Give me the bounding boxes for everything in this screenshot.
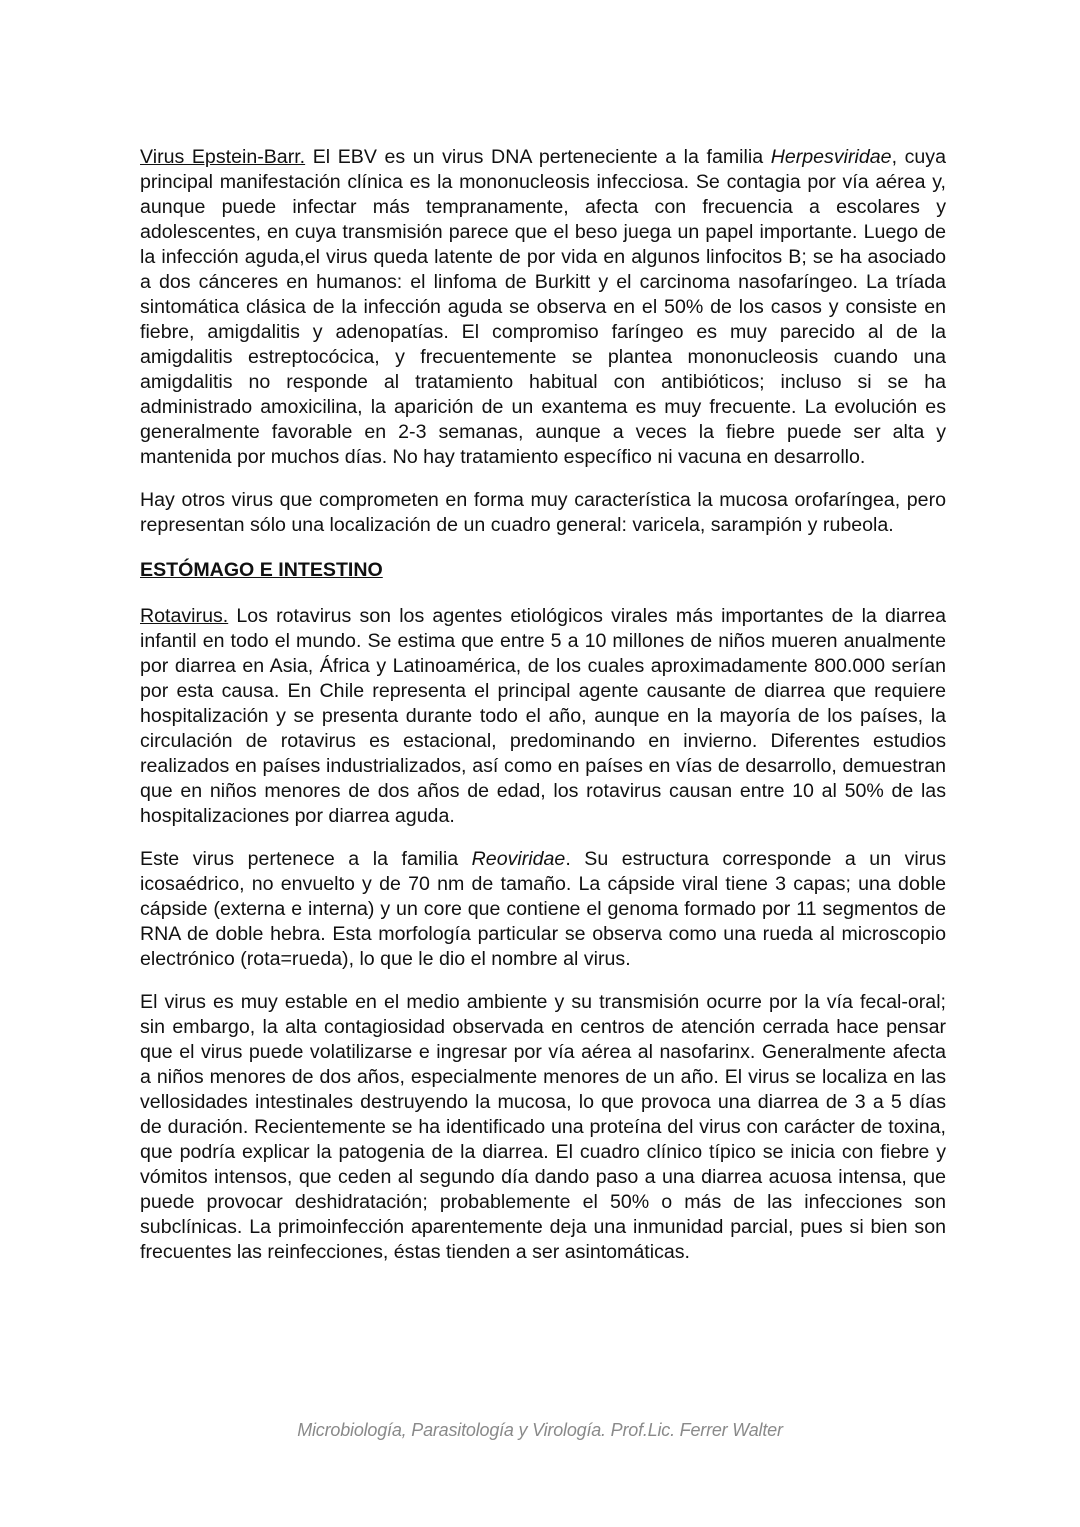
page-footer: Microbiología, Parasitología y Virología. Prof.Lic. Ferrer Walter xyxy=(297,1420,783,1440)
section-heading: ESTÓMAGO E INTESTINO xyxy=(140,559,383,581)
rotavirus-text-2a: Este virus pertenece a la familia xyxy=(140,848,472,870)
paragraph-ebv xyxy=(140,145,946,470)
paragraph-otros-virus: Hay otros virus que comprometen en forma muy característica la mucosa orofaríngea, pero representan sólo una localización de un cuadro general: varicela, sarampión y rubeola. xyxy=(140,489,946,536)
rotavirus-text-2b: . Su estructura corresponde a un virus icosaédrico, no envuelto y de 70 nm de tamaño. La cápside viral tiene 3 capas; una doble cápside (externa e interna) y un core que contiene el genoma formado por 11 segmentos de RNA de doble hebra. Esta morfología particular se observa como una rueda al microscopio electrónico (rota=rueda), lo que le dio el nombre al virus. xyxy=(140,848,946,970)
section-title-rotavirus: Rotavirus. xyxy=(140,605,229,627)
rotavirus-text-1: Los rotavirus son los agentes etiológicos virales más importantes de la diarrea infantil en todo el mundo. Se estima que entre 5 a 10 millones de niños mueren anualmente por diarrea en Asia, África y Latinoamérica, de los cuales aproximadamente 800.000 serían por esta causa. En Chile representa el principal agente causante de diarrea que requiere hospitalización y se presenta durante todo el año, aunque en la mayoría de los países, la circulación de rotavirus es estacional, predominando en invierno. Diferentes estudios realizados en países industrializados, así como en países en vías de desarrollo, demuestran que en niños menores de dos años de edad, los rotavirus causan entre 10 al 50% de las hospitalizaciones por diarrea aguda. xyxy=(140,605,946,827)
paragraph-rotavirus-2 xyxy=(140,847,946,972)
ebv-family-name: Herpesviridae xyxy=(770,146,892,168)
paragraph-rotavirus-1 xyxy=(140,604,946,829)
paragraph-rotavirus-3: El virus es muy estable en el medio ambiente y su transmisión ocurre por la vía fecal-oral; sin embargo, la alta contagiosidad observada en centros de atención cerrada hace pensar que el virus puede volatilizarse e ingresar por vía aérea al nasofarinx. Generalmente afecta a niños menores de dos años, especialmente menores de un año. El virus se localiza en las vellosidades intestinales destruyendo la mucosa, lo que provoca una diarrea de 3 a 5 días de duración. Recientemente se ha identificado una proteína del virus con carácter de toxina, que podría explicar la patogenia de la diarrea. El cuadro clínico típico se inicia con fiebre y vómitos intensos, que ceden al segundo día dando paso a una diarrea acuosa intensa, que puede provocar deshidratación; probablemente el 50% o más de las infecciones son subclínicas. La primoinfección aparentemente deja una inmunidad parcial, pues si bien son frecuentes las reinfecciones, éstas tienden a ser asintomáticas. xyxy=(140,991,946,1263)
ebv-text-2: , cuya principal manifestación clínica es la mononucleosis infecciosa. Se contagia por vía aérea y, aunque puede infectar más tempranamente, afecta con frecuencia a escolares y adolescentes, en cuya transmisión parece que el beso juega un papel importante. Luego de la infección aguda,el virus queda latente de por vida en algunos linfocitos B; se ha asociado a dos cánceres en humanos: el linfoma de Burkitt y el carcinoma nasofaríngeo. La tríada sintomática clásica de la infección aguda se observa en el 50% de los casos y consiste en fiebre, amigdalitis y adenopatías. El compromiso faríngeo es muy parecido al de la amigdalitis estreptocócica, y frecuentemente se plantea mononucleosis cuando una amigdalitis no responde al tratamiento habitual con antibióticos; incluso si se ha administrado amoxicilina, la aparición de un exantema es muy frecuente. La evolución es generalmente favorable en 2-3 semanas, aunque a veces la fiebre puede ser alta y mantenida por muchos días. No hay tratamiento específico ni vacuna en desarrollo. xyxy=(140,146,946,468)
document-body xyxy=(140,145,946,1283)
ebv-text-1: El EBV es un virus DNA perteneciente a la familia xyxy=(305,146,771,168)
section-title-ebv: Virus Epstein-Barr. xyxy=(140,146,306,168)
rotavirus-family-name: Reoviridae xyxy=(471,848,566,870)
